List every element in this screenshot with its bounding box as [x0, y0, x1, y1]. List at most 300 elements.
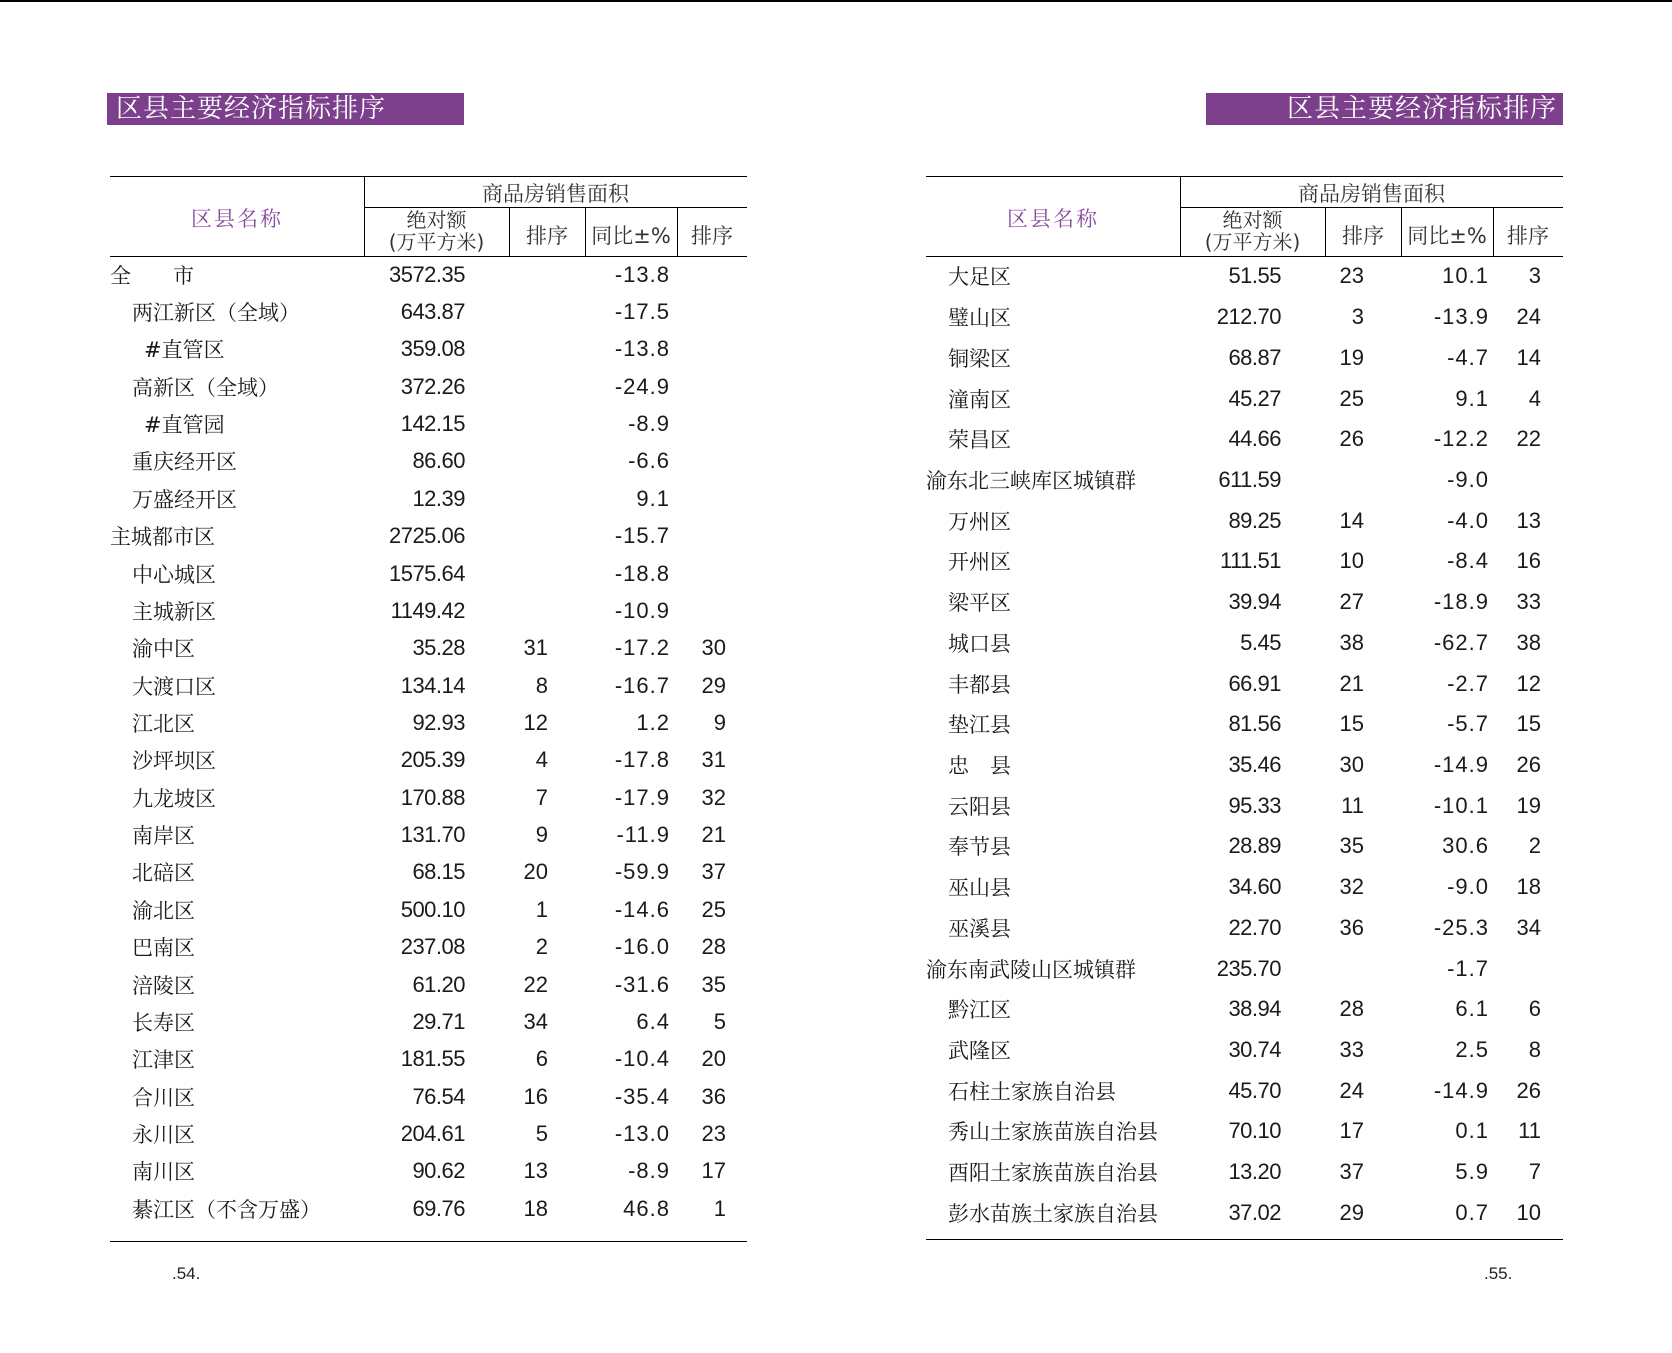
yoy-rank-value: 20	[701, 1046, 726, 1072]
yoy-rank-value: 5	[713, 1008, 726, 1034]
yoy-rank-value	[1491, 460, 1541, 501]
yoy-value: -18.9	[1433, 589, 1489, 615]
table-row	[110, 592, 747, 629]
header-rank-yoy: 排序	[691, 224, 733, 248]
district-name: 黔江区	[948, 998, 1011, 1023]
yoy-value: -62.7	[1433, 629, 1489, 655]
yoy-value: -17.5	[614, 299, 670, 325]
district-name: 重庆经开区	[132, 450, 237, 475]
district-name: #直管园	[144, 413, 225, 438]
absolute-value: 39.94	[1228, 589, 1281, 615]
rank-value: 23	[1339, 263, 1364, 289]
yoy-value: -2.7	[1447, 670, 1489, 696]
absolute-value: 61.20	[412, 971, 465, 997]
district-name: 城口县	[948, 631, 1011, 656]
yoy-rank-value: 16	[1516, 548, 1541, 574]
table-row	[110, 555, 747, 592]
yoy-rank-value: 25	[701, 896, 726, 922]
table-row	[926, 337, 1563, 378]
absolute-value: 205.39	[400, 747, 465, 773]
district-name: 九龙坡区	[132, 786, 216, 811]
absolute-value: 44.66	[1228, 426, 1281, 452]
district-name: 武隆区	[948, 1039, 1011, 1064]
district-name: 江津区	[132, 1048, 195, 1073]
yoy-value: 5.9	[1455, 1159, 1489, 1185]
yoy-rank-value: 23	[701, 1120, 726, 1146]
yoy-value: -13.8	[614, 261, 670, 287]
rank-value: 20	[523, 859, 548, 885]
yoy-value: -4.0	[1447, 507, 1489, 533]
absolute-value: 204.61	[400, 1120, 465, 1146]
district-name: 奉节县	[948, 835, 1011, 860]
absolute-value: 68.87	[1228, 344, 1281, 370]
yoy-rank-value	[1491, 948, 1541, 989]
yoy-rank-value: 15	[1516, 711, 1541, 737]
yoy-rank-value: 18	[1516, 874, 1541, 900]
rank-value: 11	[1341, 792, 1364, 818]
yoy-rank-value: 14	[1516, 344, 1541, 370]
absolute-value: 131.70	[400, 822, 465, 848]
page-number: .55.	[1484, 1264, 1513, 1283]
table-row	[926, 297, 1563, 338]
header-absolute-value	[364, 209, 509, 253]
rank-value: 5	[535, 1120, 548, 1146]
yoy-value: 2.5	[1455, 1037, 1489, 1063]
rank-value: 2	[535, 934, 548, 960]
absolute-value: 1575.64	[388, 560, 465, 586]
absolute-value: 12.39	[412, 485, 465, 511]
table-row	[926, 704, 1563, 745]
rank-value	[1324, 460, 1364, 501]
district-name: 渝东北三峡库区城镇群	[926, 468, 1136, 493]
absolute-value: 1149.42	[390, 597, 465, 623]
yoy-value: -10.1	[1433, 792, 1489, 818]
rank-value: 28	[1339, 996, 1364, 1022]
table-row	[110, 704, 747, 741]
absolute-value: 95.33	[1228, 792, 1281, 818]
yoy-value: -10.4	[614, 1046, 670, 1072]
header-yoy: 同比±%	[591, 224, 671, 248]
rank-value	[508, 368, 548, 405]
absolute-value: 22.70	[1228, 914, 1281, 940]
header-yoy: 同比±%	[1407, 224, 1487, 248]
table-row	[926, 460, 1563, 501]
absolute-value: 45.70	[1228, 1077, 1281, 1103]
district-name: 渝中区	[132, 637, 195, 662]
yoy-rank-value	[675, 555, 726, 592]
district-name: 綦江区（不含万盛）	[132, 1197, 321, 1222]
yoy-rank-value	[675, 443, 726, 480]
absolute-value: 81.56	[1228, 711, 1281, 737]
header-absolute-label: 绝对额	[1222, 208, 1283, 232]
yoy-value: -17.2	[614, 635, 670, 661]
district-name: 北碚区	[132, 861, 195, 886]
district-name: 彭水苗族土家族自治县	[948, 1201, 1158, 1226]
yoy-rank-value: 29	[701, 672, 726, 698]
absolute-value: 92.93	[412, 709, 465, 735]
district-name: 沙坪坝区	[132, 749, 216, 774]
table-row	[110, 1041, 747, 1078]
yoy-rank-value: 7	[1528, 1159, 1541, 1185]
yoy-rank-value: 10	[1516, 1199, 1541, 1225]
table-row	[110, 928, 747, 965]
rank-value	[508, 480, 548, 517]
district-name: 垫江县	[948, 713, 1011, 738]
yoy-value: 46.8	[623, 1195, 670, 1221]
absolute-value: 611.59	[1218, 466, 1281, 492]
yoy-value: -59.9	[614, 859, 670, 885]
header-rank-yoy: 排序	[1507, 224, 1549, 248]
table-row	[110, 1115, 747, 1152]
yoy-rank-value: 19	[1516, 792, 1541, 818]
absolute-value: 235.70	[1216, 955, 1281, 981]
yoy-value: 9.1	[636, 485, 670, 511]
rank-value: 15	[1339, 711, 1364, 737]
yoy-rank-value: 37	[701, 859, 726, 885]
district-name: 潼南区	[948, 387, 1011, 412]
table-row	[926, 785, 1563, 826]
rank-value: 29	[1339, 1199, 1364, 1225]
absolute-value: 86.60	[412, 448, 465, 474]
district-name: 中心城区	[132, 562, 216, 587]
table-row	[110, 667, 747, 704]
yoy-value: -14.9	[1433, 1077, 1489, 1103]
rank-value: 38	[1339, 629, 1364, 655]
yoy-rank-value: 6	[1528, 996, 1541, 1022]
yoy-value: -8.9	[628, 1158, 670, 1184]
yoy-rank-value: 36	[701, 1083, 726, 1109]
yoy-rank-value	[675, 293, 726, 330]
yoy-rank-value	[675, 518, 726, 555]
absolute-value: 212.70	[1216, 304, 1281, 330]
yoy-rank-value: 2	[1528, 833, 1541, 859]
yoy-value: -24.9	[614, 373, 670, 399]
absolute-value: 28.89	[1228, 833, 1281, 859]
district-name: 丰都县	[948, 672, 1011, 697]
absolute-value: 170.88	[400, 784, 465, 810]
yoy-value: -16.7	[614, 672, 670, 698]
rank-value: 13	[523, 1158, 548, 1184]
table-row	[926, 500, 1563, 541]
yoy-rank-value	[675, 592, 726, 629]
table-row	[926, 989, 1563, 1030]
absolute-value: 3572.35	[388, 261, 465, 287]
rank-value	[508, 256, 548, 293]
absolute-value: 70.10	[1228, 1118, 1281, 1144]
right-page	[836, 0, 1672, 1353]
table-row	[110, 1078, 747, 1115]
table-row	[926, 1030, 1563, 1071]
section-banner: 区县主要经济指标排序	[107, 93, 464, 125]
district-name: 渝东南武陵山区城镇群	[926, 957, 1136, 982]
absolute-value: 68.15	[412, 859, 465, 885]
table-body-right	[926, 256, 1563, 1233]
district-name: 长寿区	[132, 1010, 195, 1035]
absolute-value: 13.20	[1228, 1159, 1281, 1185]
rank-value	[508, 592, 548, 629]
table-row	[110, 443, 747, 480]
rank-value: 17	[1339, 1118, 1364, 1144]
yoy-rank-value: 26	[1516, 1077, 1541, 1103]
rank-value: 21	[1339, 670, 1364, 696]
absolute-value: 359.08	[400, 336, 465, 362]
district-name: 秀山土家族苗族自治县	[948, 1120, 1158, 1145]
district-name: 主城新区	[132, 599, 216, 624]
table-row	[926, 745, 1563, 786]
absolute-value: 2725.06	[388, 523, 465, 549]
rank-value: 33	[1339, 1037, 1364, 1063]
yoy-rank-value: 12	[1516, 670, 1541, 696]
table-bottom-rule	[926, 1239, 1563, 1240]
absolute-value: 35.46	[1228, 751, 1281, 777]
yoy-rank-value: 11	[1518, 1118, 1541, 1144]
district-name: 忠 县	[948, 753, 1011, 778]
rank-value: 3	[1351, 304, 1364, 330]
rank-value: 25	[1339, 385, 1364, 411]
rank-value: 16	[523, 1083, 548, 1109]
district-name: 巫溪县	[948, 916, 1011, 941]
header-sales-area-group: 商品房销售面积	[1298, 182, 1445, 206]
header-absolute-value	[1180, 209, 1325, 253]
yoy-rank-value: 35	[701, 971, 726, 997]
rank-value	[508, 555, 548, 592]
district-name: 铜梁区	[948, 346, 1011, 371]
yoy-value: -4.7	[1447, 344, 1489, 370]
table-top-rule	[926, 176, 1563, 177]
yoy-rank-value: 4	[1528, 385, 1541, 411]
yoy-value: -31.6	[614, 971, 670, 997]
absolute-value: 89.25	[1228, 507, 1281, 533]
district-name: 大足区	[948, 265, 1011, 290]
yoy-rank-value	[675, 331, 726, 368]
table-row	[110, 518, 747, 555]
rank-value: 22	[523, 971, 548, 997]
table-row	[110, 630, 747, 667]
yoy-value: -17.9	[614, 784, 670, 810]
section-banner: 区县主要经济指标排序	[1206, 93, 1563, 125]
absolute-value: 66.91	[1228, 670, 1281, 696]
rank-value: 34	[523, 1008, 548, 1034]
yoy-value: -16.0	[614, 934, 670, 960]
absolute-value: 111.51	[1219, 548, 1281, 574]
district-name: 巴南区	[132, 936, 195, 961]
table-row	[926, 541, 1563, 582]
table-row	[110, 256, 747, 293]
yoy-rank-value: 34	[1516, 914, 1541, 940]
table-row	[926, 419, 1563, 460]
district-name: 南川区	[132, 1160, 195, 1185]
rank-value: 37	[1339, 1159, 1364, 1185]
district-name: 南岸区	[132, 824, 195, 849]
absolute-value: 372.26	[400, 373, 465, 399]
rank-value: 8	[535, 672, 548, 698]
yoy-rank-value: 28	[701, 934, 726, 960]
rank-value: 19	[1339, 344, 1364, 370]
rank-value: 1	[535, 896, 548, 922]
rank-value: 27	[1339, 589, 1364, 615]
yoy-rank-value: 9	[713, 709, 726, 735]
table-row	[926, 826, 1563, 867]
district-name: 高新区（全域）	[132, 375, 279, 400]
rank-value: 32	[1339, 874, 1364, 900]
header-absolute-unit: (万平方米)	[1204, 230, 1301, 254]
district-name: 璧山区	[948, 306, 1011, 331]
header-district-name: 区县名称	[1007, 207, 1099, 231]
table-row	[110, 1153, 747, 1190]
table-row	[110, 854, 747, 891]
district-name: 梁平区	[948, 591, 1011, 616]
yoy-value: 30.6	[1442, 833, 1489, 859]
rank-value: 14	[1339, 507, 1364, 533]
yoy-value: -5.7	[1447, 711, 1489, 737]
district-name: 两江新区（全域）	[132, 301, 300, 326]
absolute-value: 37.02	[1228, 1199, 1281, 1225]
absolute-value: 5.45	[1240, 629, 1281, 655]
district-name: 全 市	[110, 263, 194, 288]
yoy-value: -14.6	[614, 896, 670, 922]
rank-value: 26	[1339, 426, 1364, 452]
table-row	[926, 582, 1563, 623]
table-row	[110, 331, 747, 368]
yoy-value: -17.8	[614, 747, 670, 773]
rank-value: 36	[1339, 914, 1364, 940]
table-row	[110, 742, 747, 779]
table-bottom-rule	[110, 1241, 747, 1242]
rank-value: 7	[535, 784, 548, 810]
yoy-rank-value: 30	[701, 635, 726, 661]
rank-value	[508, 443, 548, 480]
absolute-value: 29.71	[412, 1008, 465, 1034]
yoy-value: 6.1	[1455, 996, 1489, 1022]
district-name: 万盛经开区	[132, 487, 237, 512]
table-row	[110, 779, 747, 816]
table-row	[926, 1193, 1563, 1234]
yoy-rank-value: 17	[701, 1158, 726, 1184]
table-row	[110, 293, 747, 330]
yoy-value: -9.0	[1447, 466, 1489, 492]
district-name: 巫山县	[948, 876, 1011, 901]
district-name: 合川区	[132, 1085, 195, 1110]
yoy-rank-value: 26	[1516, 751, 1541, 777]
yoy-value: 0.7	[1455, 1199, 1489, 1225]
absolute-value: 142.15	[400, 411, 465, 437]
absolute-value: 35.28	[412, 635, 465, 661]
table-row	[926, 908, 1563, 949]
table-row	[926, 1152, 1563, 1193]
yoy-value: -15.7	[614, 523, 670, 549]
yoy-value: -8.9	[628, 411, 670, 437]
yoy-value: -12.2	[1433, 426, 1489, 452]
table-row	[110, 368, 747, 405]
header-district-name: 区县名称	[191, 207, 283, 231]
table-row	[110, 1003, 747, 1040]
table-row	[926, 948, 1563, 989]
rank-value	[508, 405, 548, 442]
yoy-value: -1.7	[1447, 955, 1489, 981]
rank-value	[508, 293, 548, 330]
district-name: 渝北区	[132, 898, 195, 923]
header-absolute-label: 绝对额	[406, 208, 467, 232]
absolute-value: 51.55	[1228, 263, 1281, 289]
district-name: 涪陵区	[132, 973, 195, 998]
header-rank: 排序	[1342, 224, 1384, 248]
page-number: .54.	[172, 1264, 201, 1283]
district-name: 石柱土家族自治县	[948, 1079, 1116, 1104]
yoy-rank-value: 33	[1516, 589, 1541, 615]
table-row	[926, 867, 1563, 908]
yoy-rank-value: 38	[1516, 629, 1541, 655]
yoy-rank-value: 24	[1516, 304, 1541, 330]
yoy-value: -9.0	[1447, 874, 1489, 900]
absolute-value: 45.27	[1228, 385, 1281, 411]
yoy-rank-value	[675, 480, 726, 517]
rank-value: 24	[1339, 1077, 1364, 1103]
table-row	[110, 816, 747, 853]
table-body-left	[110, 256, 747, 1227]
yoy-rank-value: 32	[701, 784, 726, 810]
district-name: 江北区	[132, 711, 195, 736]
table-top-rule	[110, 176, 747, 177]
absolute-value: 76.54	[412, 1083, 465, 1109]
district-name: 永川区	[132, 1122, 195, 1147]
table-row	[926, 378, 1563, 419]
absolute-value: 34.60	[1228, 874, 1281, 900]
header-rank: 排序	[526, 224, 568, 248]
absolute-value: 38.94	[1228, 996, 1281, 1022]
yoy-value: -13.8	[614, 336, 670, 362]
yoy-value: -8.4	[1447, 548, 1489, 574]
district-name: 云阳县	[948, 794, 1011, 819]
yoy-value: -25.3	[1433, 914, 1489, 940]
rank-value: 6	[535, 1046, 548, 1072]
yoy-rank-value	[675, 368, 726, 405]
yoy-value: -10.9	[614, 597, 670, 623]
district-name: 大渡口区	[132, 674, 216, 699]
yoy-value: -13.9	[1433, 304, 1489, 330]
yoy-value: 6.4	[636, 1008, 670, 1034]
table-row	[926, 663, 1563, 704]
yoy-rank-value	[675, 405, 726, 442]
yoy-value: -6.6	[628, 448, 670, 474]
yoy-rank-value: 3	[1528, 263, 1541, 289]
rank-value: 30	[1339, 751, 1364, 777]
absolute-value: 643.87	[400, 299, 465, 325]
absolute-value: 69.76	[412, 1195, 465, 1221]
district-name: 开州区	[948, 550, 1011, 575]
yoy-rank-value	[675, 256, 726, 293]
yoy-rank-value: 22	[1516, 426, 1541, 452]
yoy-value: -35.4	[614, 1083, 670, 1109]
yoy-value: 9.1	[1455, 385, 1489, 411]
district-name: 主城都市区	[110, 525, 215, 550]
table-row	[926, 1111, 1563, 1152]
rank-value: 35	[1339, 833, 1364, 859]
absolute-value: 90.62	[412, 1158, 465, 1184]
yoy-value: 1.2	[636, 709, 670, 735]
district-name: 酉阳土家族苗族自治县	[948, 1161, 1158, 1186]
yoy-value: -13.0	[614, 1120, 670, 1146]
yoy-rank-value: 21	[701, 822, 726, 848]
table-row	[926, 1070, 1563, 1111]
yoy-rank-value: 13	[1516, 507, 1541, 533]
rank-value	[508, 518, 548, 555]
absolute-value: 181.55	[400, 1046, 465, 1072]
absolute-value: 500.10	[400, 896, 465, 922]
yoy-value: 10.1	[1442, 263, 1489, 289]
yoy-value: -14.9	[1433, 751, 1489, 777]
district-name: #直管区	[144, 338, 225, 363]
rank-value: 4	[535, 747, 548, 773]
